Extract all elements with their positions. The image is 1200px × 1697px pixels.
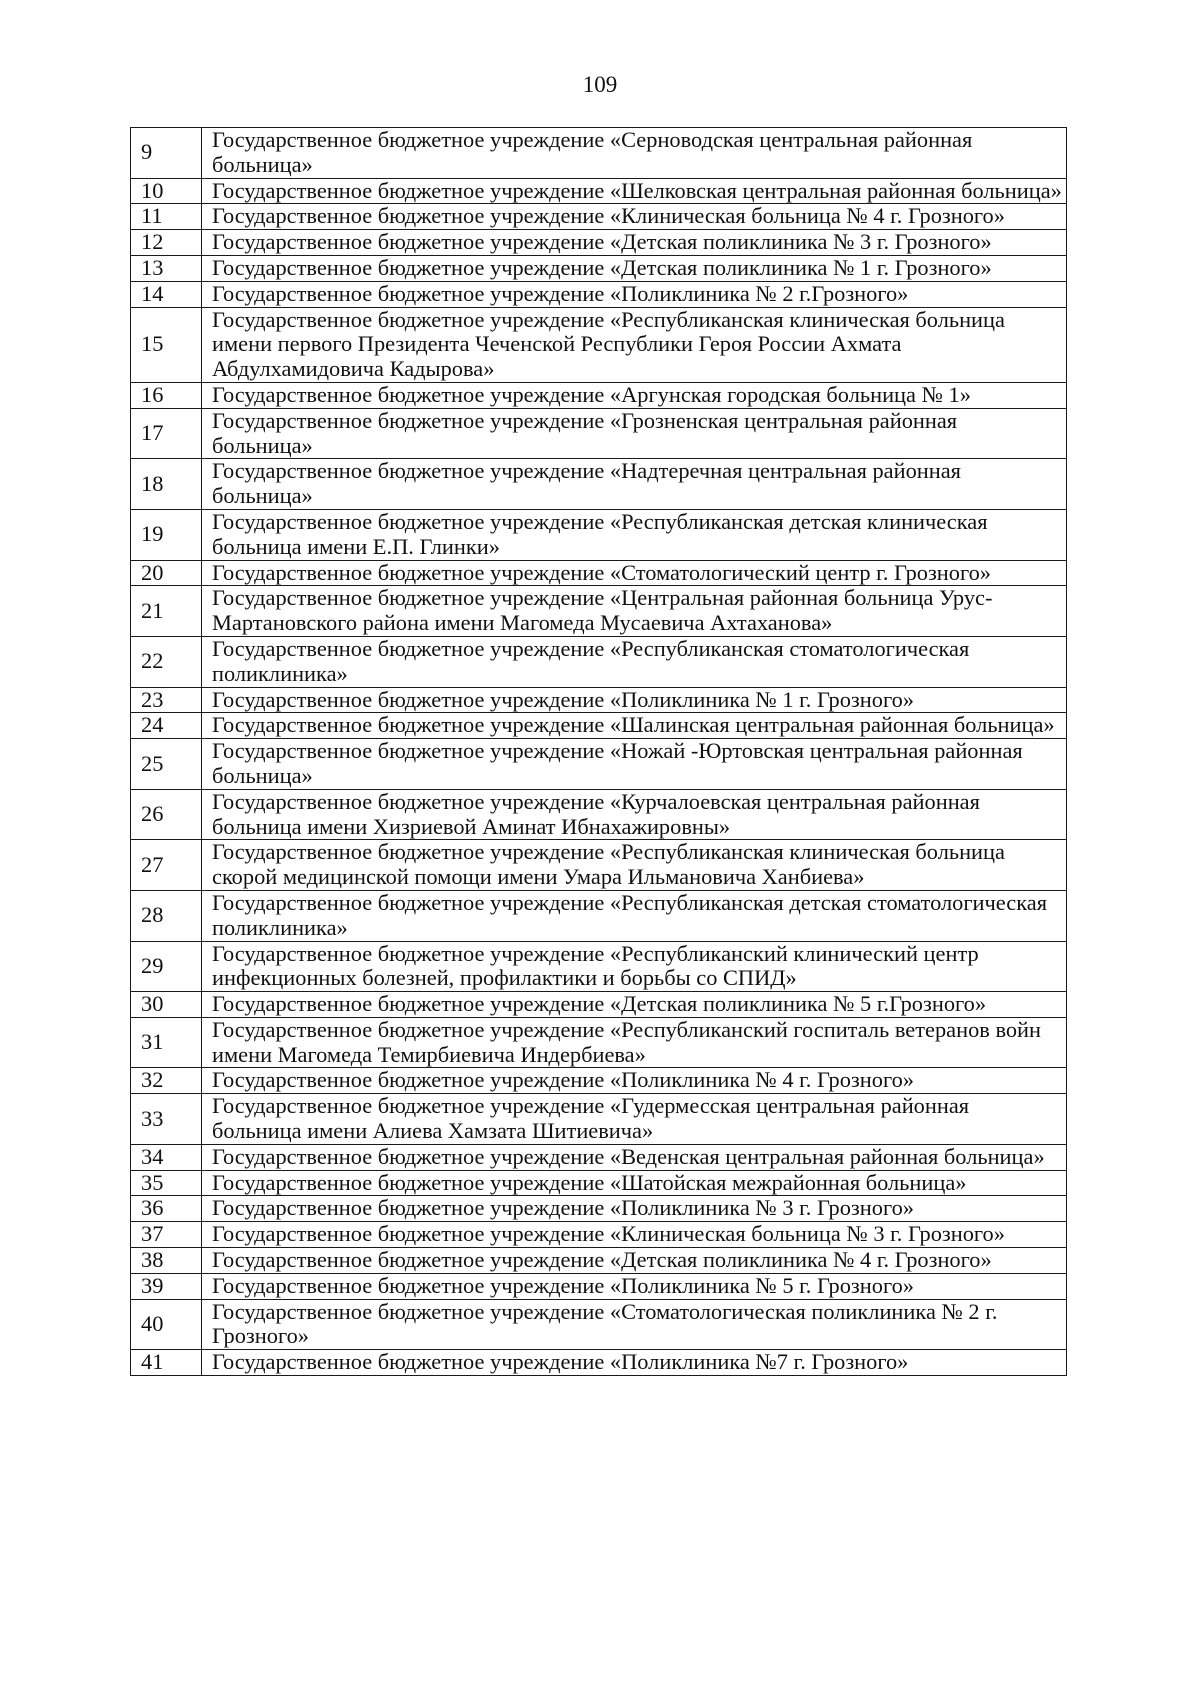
table-row [131,1170,1067,1196]
row-number: 32 [131,1068,202,1094]
institution-name: Государственное бюджетное учреждение «Республиканская детская клиническая больница имени Е.П. Глинки» [202,509,1067,560]
row-number: 14 [131,281,202,307]
page-number: 109 [582,72,618,97]
table-row [131,230,1067,256]
table-row [131,178,1067,204]
table-row [131,890,1067,941]
table-row [131,840,1067,891]
row-number: 11 [131,204,202,230]
table-row [131,1144,1067,1170]
row-number: 25 [131,739,202,790]
row-number: 31 [131,1017,202,1068]
institution-name: Государственное бюджетное учреждение «Поликлиника № 3 г. Грозного» [202,1196,1067,1222]
institution-name: Государственное бюджетное учреждение «Детская поликлиника № 5 г.Грозного» [202,992,1067,1018]
institution-name: Государственное бюджетное учреждение «Республиканская детская стоматологическая поликлиника» [202,890,1067,941]
row-number: 39 [131,1273,202,1299]
row-number: 10 [131,178,202,204]
institution-name: Государственное бюджетное учреждение «Республиканская клиническая больница имени первого Президента Чеченской Республики Героя России Ахмата Абдулхамидовича Кадырова» [202,307,1067,382]
institution-name: Государственное бюджетное учреждение «Аргунская городская больница № 1» [202,382,1067,408]
table-row [131,509,1067,560]
table-row [131,459,1067,510]
institution-name: Государственное бюджетное учреждение «Клиническая больница № 4 г. Грозного» [202,204,1067,230]
row-number: 22 [131,636,202,687]
table-row [131,713,1067,739]
row-number: 12 [131,230,202,256]
row-number: 16 [131,382,202,408]
table-row [131,255,1067,281]
institution-name: Государственное бюджетное учреждение «Грозненская центральная районная больница» [202,408,1067,459]
row-number: 13 [131,255,202,281]
institution-name: Государственное бюджетное учреждение «Поликлиника № 1 г. Грозного» [202,687,1067,713]
institution-name: Государственное бюджетное учреждение «Ножай -Юртовская центральная районная больница» [202,739,1067,790]
institution-name: Государственное бюджетное учреждение «Гудермесская центральная районная больница имени Алиева Хамзата Шитиевича» [202,1094,1067,1145]
row-number: 24 [131,713,202,739]
institution-name: Государственное бюджетное учреждение «Детская поликлиника № 3 г. Грозного» [202,230,1067,256]
institution-name: Государственное бюджетное учреждение «Шелковская центральная районная больница» [202,178,1067,204]
institution-name: Государственное бюджетное учреждение «Клиническая больница № 3 г. Грозного» [202,1222,1067,1248]
row-number: 30 [131,992,202,1018]
table-row [131,1196,1067,1222]
institution-name: Государственное бюджетное учреждение «Шатойская межрайонная больница» [202,1170,1067,1196]
row-number: 9 [131,128,202,179]
institution-name: Государственное бюджетное учреждение «Поликлиника № 5 г. Грозного» [202,1273,1067,1299]
row-number: 21 [131,586,202,637]
institution-name: Государственное бюджетное учреждение «Поликлиника № 2 г.Грозного» [202,281,1067,307]
institution-name: Государственное бюджетное учреждение «Курчалоевская центральная районная больница имени Хизриевой Аминат Ибнахажировны» [202,789,1067,840]
table-row [131,739,1067,790]
institution-name: Государственное бюджетное учреждение «Серноводская центральная районная больница» [202,128,1067,179]
row-number: 37 [131,1222,202,1248]
table-row [131,992,1067,1018]
table-row [131,560,1067,586]
table-row [131,408,1067,459]
table-row [131,1350,1067,1376]
table-row [131,1299,1067,1350]
table-row [131,307,1067,382]
table-row [131,1068,1067,1094]
row-number: 40 [131,1299,202,1350]
institution-name: Государственное бюджетное учреждение «Республиканская клиническая больница скорой медицинской помощи имени Умара Ильмановича Ханбиева» [202,840,1067,891]
table-row [131,1017,1067,1068]
row-number: 15 [131,307,202,382]
row-number: 23 [131,687,202,713]
row-number: 41 [131,1350,202,1376]
row-number: 28 [131,890,202,941]
table-row [131,204,1067,230]
table-row [131,1222,1067,1248]
table-row [131,1273,1067,1299]
institution-name: Государственное бюджетное учреждение «Детская поликлиника № 4 г. Грозного» [202,1248,1067,1274]
row-number: 27 [131,840,202,891]
row-number: 17 [131,408,202,459]
table-row [131,687,1067,713]
table-row [131,941,1067,992]
table-row [131,382,1067,408]
institution-name: Государственное бюджетное учреждение «Стоматологическая поликлиника № 2 г. Грозного» [202,1299,1067,1350]
institution-name: Государственное бюджетное учреждение «Надтеречная центральная районная больница» [202,459,1067,510]
row-number: 34 [131,1144,202,1170]
table-row [131,1094,1067,1145]
row-number: 20 [131,560,202,586]
table-row [131,586,1067,637]
table-row [131,789,1067,840]
institution-name: Государственное бюджетное учреждение «Поликлиника №7 г. Грозного» [202,1350,1067,1376]
row-number: 26 [131,789,202,840]
table-row [131,636,1067,687]
row-number: 38 [131,1248,202,1274]
row-number: 19 [131,509,202,560]
table-row [131,128,1067,179]
institution-name: Государственное бюджетное учреждение «Шалинская центральная районная больница» [202,713,1067,739]
row-number: 36 [131,1196,202,1222]
row-number: 35 [131,1170,202,1196]
institutions-table [130,127,1067,1376]
row-number: 29 [131,941,202,992]
institution-name: Государственное бюджетное учреждение «Республиканский госпиталь ветеранов войн имени Магомеда Темирбиевича Индербиева» [202,1017,1067,1068]
institution-name: Государственное бюджетное учреждение «Поликлиника № 4 г. Грозного» [202,1068,1067,1094]
table-row [131,281,1067,307]
institution-name: Государственное бюджетное учреждение «Центральная районная больница Урус-Мартановского района имени Магомеда Мусаевича Ахтаханова» [202,586,1067,637]
institution-name: Государственное бюджетное учреждение «Веденская центральная районная больница» [202,1144,1067,1170]
row-number: 33 [131,1094,202,1145]
row-number: 18 [131,459,202,510]
institution-name: Государственное бюджетное учреждение «Республиканская стоматологическая поликлиника» [202,636,1067,687]
institutions-table-body [131,128,1067,1376]
institution-name: Государственное бюджетное учреждение «Детская поликлиника № 1 г. Грозного» [202,255,1067,281]
table-row [131,1248,1067,1274]
institution-name: Государственное бюджетное учреждение «Стоматологический центр г. Грозного» [202,560,1067,586]
institution-name: Государственное бюджетное учреждение «Республиканский клинический центр инфекционных болезней, профилактики и борьбы со СПИД» [202,941,1067,992]
